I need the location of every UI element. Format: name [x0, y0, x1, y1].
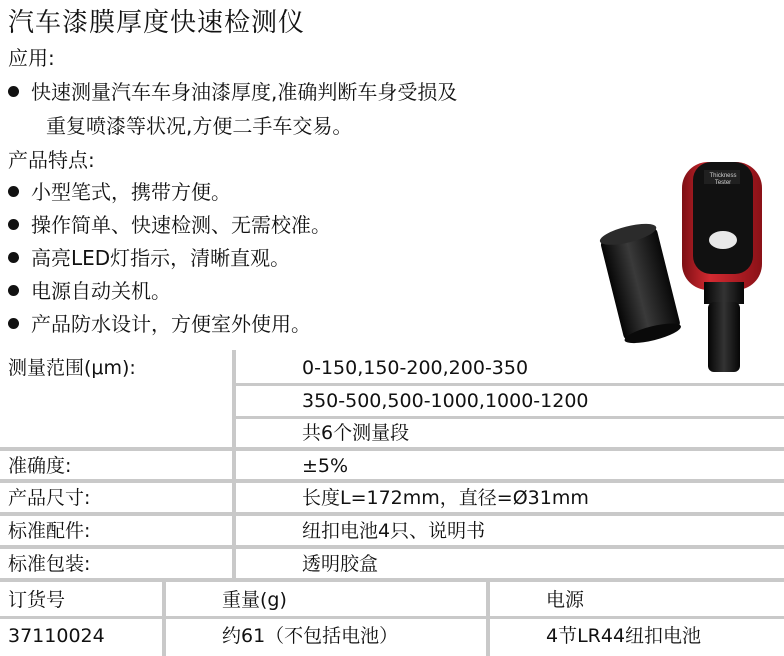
product-cap [598, 220, 683, 348]
features-heading: 产品特点: [8, 148, 95, 172]
feature-text: 电源自动关机。 [31, 279, 171, 303]
feature-item [8, 244, 290, 272]
feature-text: 小型笔式，携带方便。 [31, 180, 231, 204]
accuracy-value: ±5% [302, 455, 349, 477]
product-label-line-1: Thickness [709, 173, 737, 179]
accuracy-label: 准确度: [8, 455, 72, 477]
bullet-icon [8, 186, 19, 197]
product-image [596, 160, 766, 375]
feature-item [8, 211, 331, 239]
feature-item [8, 178, 231, 206]
application-line-2: 重复喷漆等状况,方便二手车交易。 [46, 114, 353, 138]
accessories-value: 纽扣电池4只、说明书 [302, 520, 486, 542]
feature-text: 高亮LED灯指示，清晰直观。 [31, 246, 291, 270]
order-header-power: 电源 [546, 589, 585, 611]
bullet-icon [8, 86, 19, 97]
bullet-icon [8, 318, 19, 329]
feature-text: 产品防水设计，方便室外使用。 [31, 312, 311, 336]
application-item [8, 78, 457, 106]
product-pen [682, 162, 762, 372]
order-weight: 约61（不包括电池） [222, 625, 399, 647]
packaging-value: 透明胶盒 [302, 553, 379, 575]
order-number: 37110024 [8, 625, 105, 647]
application-line-1: 快速测量汽车车身油漆厚度,准确判断车身受损及 [31, 80, 458, 104]
product-label-line-2: Tester [714, 180, 732, 186]
bullet-icon [8, 285, 19, 296]
feature-item [8, 310, 311, 338]
feature-item [8, 277, 171, 305]
range-label: 测量范围(μm): [8, 357, 136, 379]
feature-text: 操作简单、快速检测、无需校准。 [31, 213, 331, 237]
page-title: 汽车漆膜厚度快速检测仪 [8, 8, 306, 38]
led-indicator-icon [709, 231, 737, 249]
bullet-icon [8, 252, 19, 263]
order-header-weight: 重量(g) [222, 589, 287, 611]
accessories-label: 标准配件: [8, 520, 91, 542]
range-value-line-1: 0-150,150-200,200-350 [302, 357, 529, 379]
packaging-label: 标准包装: [8, 553, 91, 575]
size-value: 长度L=172mm，直径=Ø31mm [302, 487, 589, 509]
application-heading: 应用: [8, 46, 55, 70]
order-header-number: 订货号 [8, 589, 66, 611]
order-power: 4节LR44纽扣电池 [546, 625, 702, 647]
order-table [0, 582, 784, 656]
range-value-line-2: 350-500,500-1000,1000-1200 [302, 390, 589, 412]
application-item-continued [8, 112, 352, 140]
bullet-icon [8, 219, 19, 230]
size-label: 产品尺寸: [8, 487, 91, 509]
range-value-line-3: 共6个测量段 [302, 422, 410, 444]
